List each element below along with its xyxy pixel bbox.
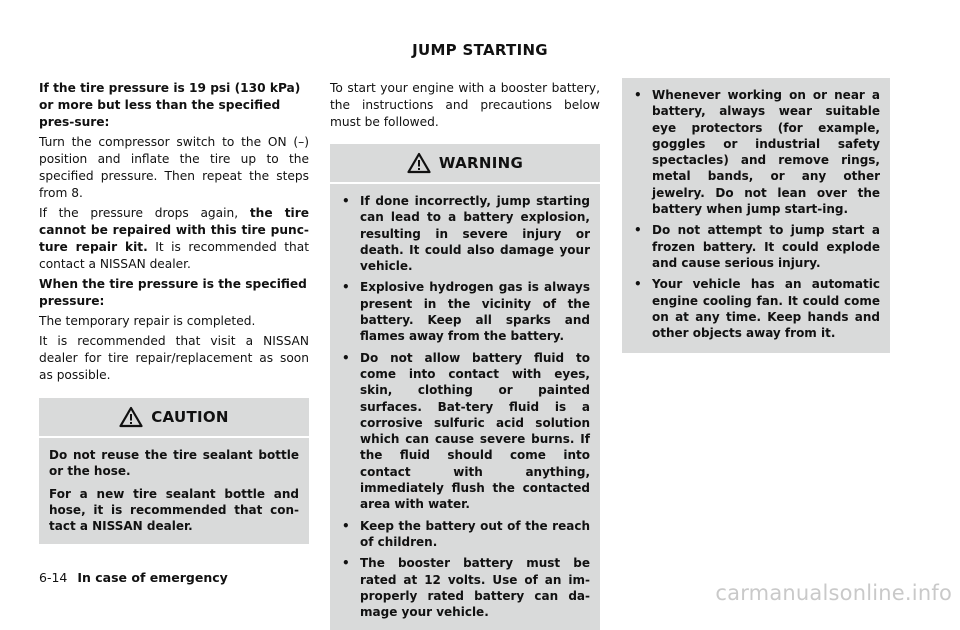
warning-title: WARNING	[438, 153, 524, 172]
caution-text-1: Do not reuse the tire sealant bottle or the hose.	[49, 448, 299, 479]
list-item-text: Keep the battery out of the reach of children.	[360, 518, 590, 549]
warning-triangle-icon	[119, 406, 143, 428]
paragraph-pressure-drops	[39, 205, 309, 273]
list-item	[340, 279, 590, 344]
warning-continued-body	[622, 78, 890, 353]
warning-list	[340, 193, 590, 620]
list-item	[632, 87, 880, 217]
caution-text-2: For a new tire sealant bottle and hose, it is recommended that con-tact a NISSAN dealer.	[49, 486, 299, 534]
list-item	[632, 222, 880, 271]
bullet: •	[342, 556, 350, 571]
warning-body	[330, 184, 600, 630]
paragraph-visit-dealer: It is recommended that visit a NISSAN dealer for tire repair/replacement as soon as possible.	[39, 334, 309, 382]
bullet: •	[634, 88, 642, 102]
text-end: It is recommended that contact a NISSAN dealer.	[39, 240, 310, 271]
list-item	[340, 518, 590, 551]
text-bold: the tire cannot be repaired with this tire punc-ture repair kit.	[39, 206, 310, 254]
list-item-text: Whenever working on or near a battery, always wear suitable eye protectors (for example, goggles or industrial safety spectacles) and remove rings, metal bands, or any other jewelry. Do not lean over the battery when jump start-ing.	[652, 88, 880, 217]
list-item-text: If done incorrectly, jump starting can lead to a battery explosion, resulting in severe injury or death. It could also damage your vehicle.	[360, 194, 590, 274]
heading-specified-pressure: When the tire pressure is the specified pressure:	[39, 277, 307, 308]
bullet: •	[342, 280, 350, 295]
bullet: •	[634, 223, 642, 238]
text-start: If the pressure drops again,	[39, 206, 239, 220]
page-number: 6-14	[39, 570, 68, 585]
paragraph-inflate: Turn the compressor switch to the ON (–) position and inflate the tire up to the specified pressure. Then repeat the steps from 8.	[39, 135, 309, 200]
watermark: carmanualsonline.info	[715, 581, 952, 605]
column-1	[39, 80, 309, 544]
list-item	[340, 193, 590, 274]
bullet: •	[634, 277, 642, 292]
warning-triangle-icon	[407, 152, 431, 174]
warning-continued-list	[632, 87, 880, 341]
heading-low-pressure: If the tire pressure is 19 psi (130 kPa) or more but less than the specified pres-sure:	[39, 81, 301, 129]
page-footer	[39, 570, 228, 585]
bullet: •	[342, 518, 350, 533]
intro-paragraph: To start your engine with a booster battery, the instructions and precautions below must be followed.	[330, 81, 600, 129]
caution-body	[39, 438, 309, 544]
warning-header	[330, 144, 600, 182]
list-item-text: Do not allow battery fluid to come into contact with eyes, skin, clothing or painted surfaces. Bat-tery fluid is a corrosive sulfuric acid solution which can cause severe burns. If the fluid should come into contact with anything, immediately flush the contacted area with water.	[360, 350, 590, 512]
section-title: JUMP STARTING	[412, 41, 548, 59]
bullet: •	[342, 350, 350, 365]
caution-title: CAUTION	[151, 407, 229, 426]
list-item-text: Do not attempt to jump start a frozen battery. It could explode and cause serious injury.	[652, 223, 880, 270]
bullet: •	[342, 194, 350, 208]
list-item-text: Explosive hydrogen gas is always present in the vicinity of the battery. Keep all sparks and flames away from the battery.	[360, 280, 590, 344]
column-2	[330, 80, 600, 630]
list-item-text: Your vehicle has an automatic engine cooling fan. It could come on at any time. Keep hands and other objects away from it.	[652, 277, 880, 341]
paragraph-completed: The temporary repair is completed.	[39, 314, 256, 328]
column-3	[622, 78, 890, 353]
caution-header	[39, 398, 309, 436]
list-item	[340, 350, 590, 513]
footer-section: In case of emergency	[77, 570, 228, 585]
list-item	[632, 276, 880, 341]
list-item-text: The booster battery must be rated at 12 volts. Use of an im-properly rated battery can da-mage your vehicle.	[360, 556, 590, 620]
